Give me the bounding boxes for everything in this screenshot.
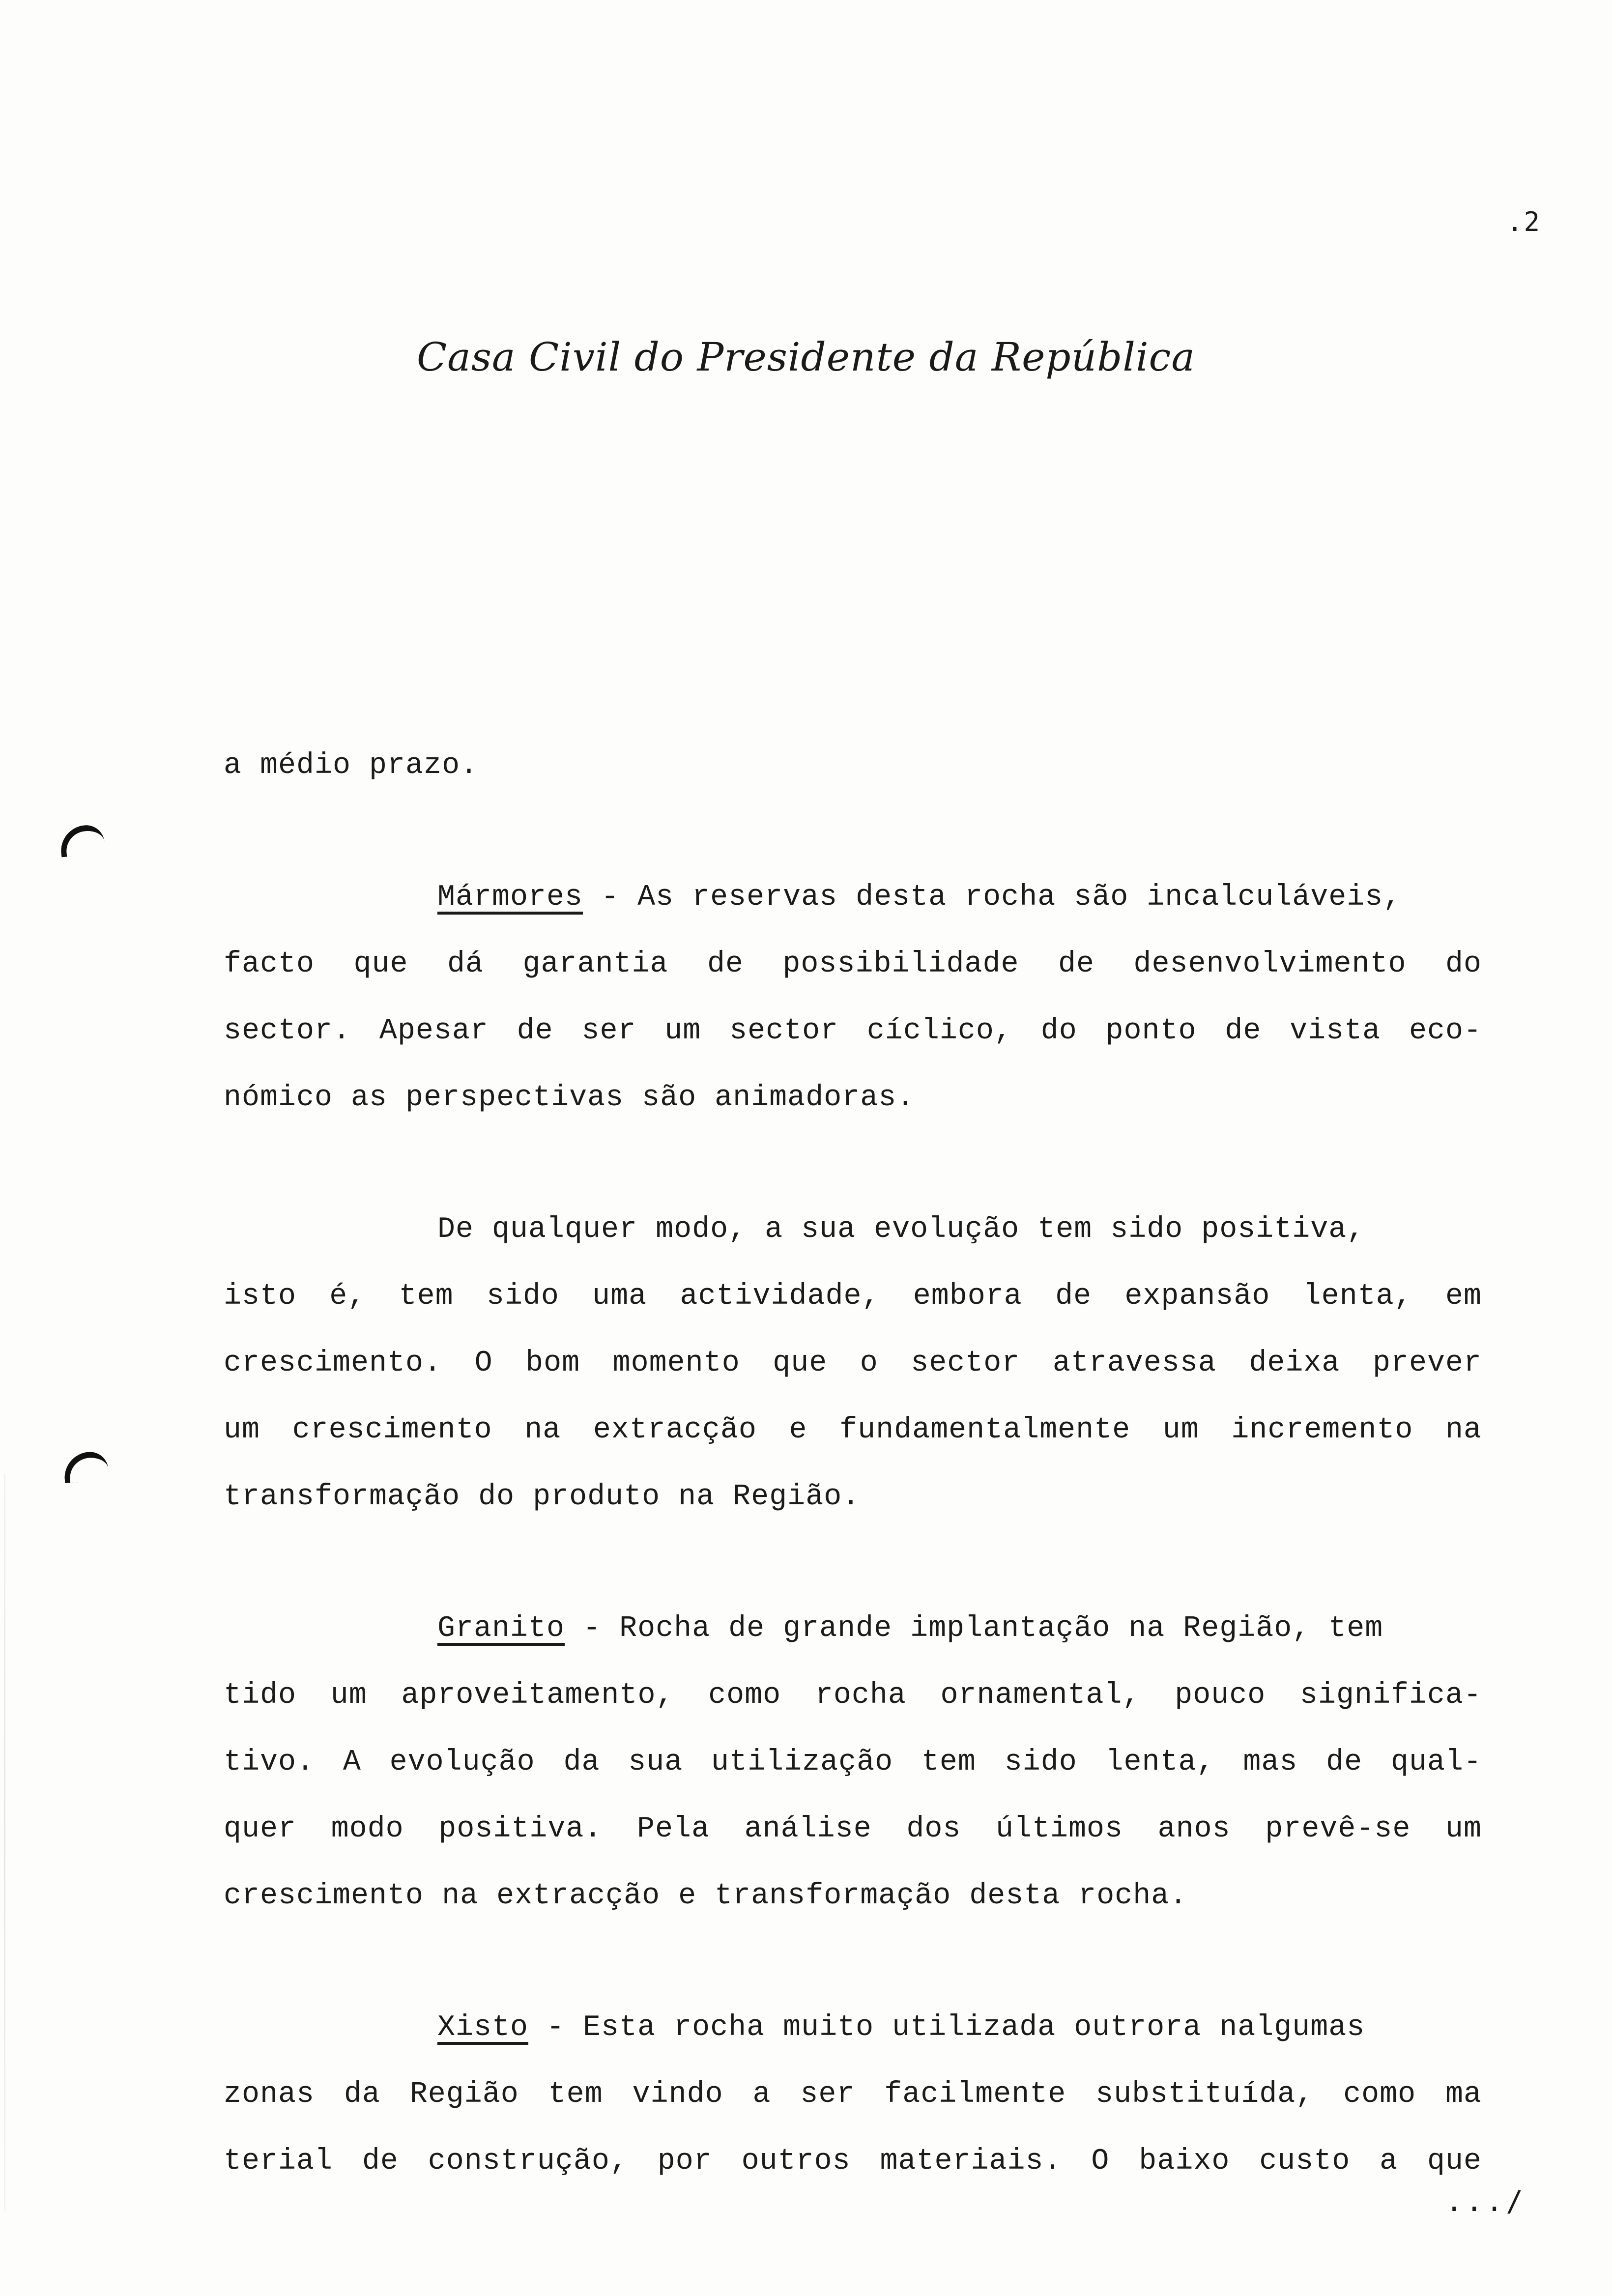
- paragraph-granito-text: - Rocha de grande implantação na Região, tem: [565, 1612, 1383, 1645]
- letterhead: Casa Civil do Presidente da República: [416, 334, 1196, 380]
- paragraph-gap: [224, 1929, 1482, 1994]
- paragraph-granito-line: tido um aproveitamento, como rocha ornamental, pouco significa-: [224, 1679, 1482, 1712]
- section-heading-marmores: Mármores: [437, 881, 583, 914]
- paragraph-gap: [224, 1131, 1482, 1196]
- paragraph-marmores-line: sector. Apesar de ser um sector cíclico, do ponto de vista eco-: [224, 1014, 1482, 1048]
- section-heading-xisto: Xisto: [437, 2011, 529, 2044]
- paragraph-xisto-line: zonas da Região tem vindo a ser facilmente substituída, como ma: [224, 2078, 1482, 2111]
- page-number: .2: [1506, 206, 1541, 237]
- paragraph-gap: [224, 1530, 1482, 1595]
- paragraph-marmores-line: facto que dá garantia de possibilidade de desenvolvimento do: [224, 947, 1482, 981]
- punch-hole-mark-bottom: [63, 1451, 109, 1483]
- section-heading-granito: Granito: [437, 1612, 565, 1645]
- paragraph-evolucao-line: isto é, tem sido uma actividade, embora de expansão lenta, em: [224, 1280, 1482, 1313]
- paragraph-marmores-line: nómico as perspectivas são animadoras.: [224, 1081, 915, 1115]
- paragraph-evolucao-line: um crescimento na extracção e fundamentalmente um incremento na: [224, 1413, 1482, 1447]
- paragraph-gap: [224, 799, 1482, 864]
- paragraph-evolucao-line: De qualquer modo, a sua evolução tem sido positiva,: [437, 1213, 1365, 1246]
- paragraph-xisto-line: terial de construção, por outros materiais. O baixo custo a que: [224, 2145, 1482, 2178]
- scan-edge: [4, 1474, 5, 2211]
- paragraph-marmores-line: [224, 864, 1482, 931]
- continuation-mark: .../: [1445, 2184, 1526, 2218]
- document-body: [224, 732, 1482, 2195]
- paragraph-xisto-line: [224, 1994, 1482, 2061]
- paragraph-granito-line: tivo. A evolução da sua utilização tem sido lenta, mas de qual-: [224, 1746, 1482, 1779]
- paragraph-evolucao-line: crescimento. O bom momento que o sector atravessa deixa prever: [224, 1347, 1482, 1380]
- paragraph-granito-line: quer modo positiva. Pela análise dos últimos anos prevê-se um: [224, 1812, 1482, 1846]
- paragraph-evolucao-line: transformação do produto na Região.: [224, 1480, 861, 1514]
- punch-hole-mark-top: [58, 823, 106, 857]
- paragraph-marmores-text: - As reservas desta rocha são incalculáveis,: [583, 881, 1402, 914]
- paragraph-granito-line: [224, 1595, 1482, 1662]
- paragraph-opening-line: a médio prazo.: [224, 749, 479, 782]
- paragraph-granito-line: crescimento na extracção e transformação desta rocha.: [224, 1879, 1188, 1913]
- paragraph-xisto-text: - Esta rocha muito utilizada outrora nalgumas: [528, 2011, 1365, 2044]
